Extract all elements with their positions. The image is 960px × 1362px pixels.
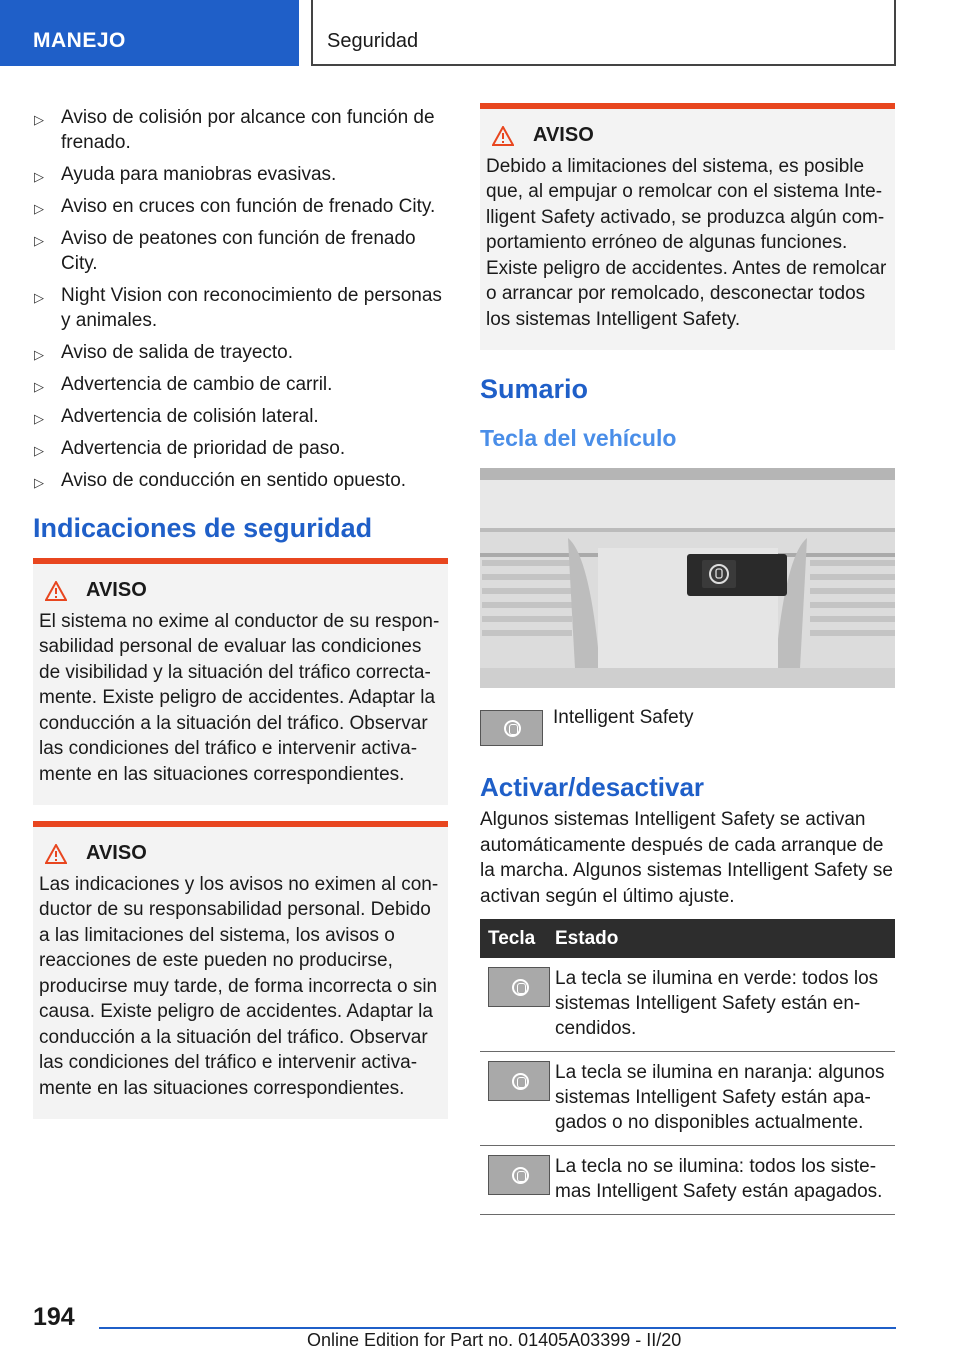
list-item: ▷ Aviso de salida de trayecto. <box>33 340 448 365</box>
intelligent-safety-key <box>480 710 543 746</box>
table-row <box>480 958 895 1052</box>
table-cell-state: La tecla se ilumina en naranja: algunos sistemas Intelligent Safety están apagados o no disponibles actualmente. <box>555 1052 895 1146</box>
bullet-triangle-icon: ▷ <box>34 169 44 184</box>
warning-text: Debido a limitaciones del sistema, es posible que, al empujar o remolcar con el sistema Intelligent Safety activado, se produzca algún comportamiento erróneo de algunas funciones. Existe peligro de accidentes. Antes de remolcar o arrancar por remolcado, desconectar todos los sistemas Intelligent Safety. <box>486 155 887 330</box>
intelligent-safety-icon <box>512 1167 529 1184</box>
intelligent-safety-icon <box>504 720 521 737</box>
footer-edition: Online Edition for Part no. 01405A03399 - II/20 <box>307 1330 682 1350</box>
intelligent-safety-icon <box>512 1073 529 1090</box>
list-item: ▷ Aviso de peatones con función de frenado City. <box>34 228 416 274</box>
warning-triangle-icon <box>492 126 514 146</box>
feature-list <box>33 105 448 493</box>
chapter-title: MANEJO <box>33 29 126 52</box>
table-header-state: Estado <box>555 919 895 958</box>
topic-title: Seguridad <box>327 30 419 52</box>
list-item: ▷ Night Vision con reconocimiento de personas y animales. <box>34 285 442 331</box>
key-legend <box>480 707 895 746</box>
warning-box <box>480 103 895 350</box>
list-item: ▷ Advertencia de colisión lateral. <box>33 404 448 429</box>
section-heading-activate: Activar/desactivar <box>480 772 705 802</box>
list-item: ▷ Advertencia de cambio de carril. <box>33 372 448 397</box>
topic-tab <box>311 0 896 66</box>
bullet-triangle-icon: ▷ <box>34 201 44 216</box>
vehicle-dashboard-image <box>480 468 895 688</box>
warning-text: El sistema no exime al conductor de su responsabilidad personal de evaluar las condiciones de visibilidad y la situación del tráfico correctamente. Existe peligro de accidentes. Adaptar la conducción a la situación del tráfico. Observar las condiciones del tráfico e intervenir activamente en las situaciones correspondientes. <box>39 610 440 785</box>
bullet-triangle-icon: ▷ <box>34 290 44 305</box>
table-header-key: Tecla <box>480 919 555 958</box>
key-legend-label: Intelligent Safety <box>553 707 694 728</box>
right-column <box>480 103 895 1215</box>
section-heading-sumario: Sumario <box>480 374 589 404</box>
table-cell-state: La tecla se ilumina en verde: todos los sistemas Intelligent Safety están encendidos. <box>555 958 895 1052</box>
bullet-triangle-icon: ▷ <box>34 347 44 362</box>
list-item: ▷ Aviso de colisión por alcance con función de frenado. <box>34 107 435 153</box>
warning-box <box>33 558 448 805</box>
bullet-triangle-icon: ▷ <box>34 233 44 248</box>
footer-divider <box>99 1327 896 1329</box>
list-item: ▷ Ayuda para maniobras evasivas. <box>33 162 448 187</box>
warning-title: AVISO <box>533 124 594 146</box>
bullet-triangle-icon: ▷ <box>34 475 44 490</box>
left-column <box>33 105 448 1119</box>
key-orange-state-image <box>488 1061 550 1101</box>
intelligent-safety-icon <box>512 979 529 996</box>
chapter-tab <box>0 0 299 66</box>
bullet-triangle-icon: ▷ <box>34 379 44 394</box>
bullet-triangle-icon: ▷ <box>34 443 44 458</box>
warning-title: AVISO <box>86 842 147 864</box>
subheading-vehicle-key: Tecla del vehículo <box>480 425 677 451</box>
table-row <box>480 1052 895 1146</box>
list-item: ▷ Aviso en cruces con función de frenado City. <box>33 194 448 219</box>
table-row <box>480 1146 895 1215</box>
list-item: ▷ Aviso de conducción en sentido opuesto. <box>33 468 448 493</box>
warning-box <box>33 821 448 1119</box>
section-heading-safety: Indicaciones de seguridad <box>33 513 373 543</box>
warning-text: Las indicaciones y los avisos no eximen al conductor de su responsabilidad personal. Debido a las limitaciones del sistema, los avisos o reacciones de este pueden no producirse, producirse muy tarde, de forma incorrecta o sin causa. Existe peligro de accidentes. Adaptar la conducción a la situación del tráfico. Observar las condiciones del tráfico e intervenir activamente en las situaciones correspondientes. <box>39 873 439 1099</box>
table-cell-state: La tecla no se ilumina: todos los sistemas Intelligent Safety están apagados. <box>555 1146 895 1215</box>
key-state-table <box>480 919 895 1215</box>
key-off-state-image <box>488 1155 550 1195</box>
key-green-state-image <box>488 967 550 1007</box>
bullet-triangle-icon: ▷ <box>34 411 44 426</box>
activate-paragraph: Algunos sistemas Intelligent Safety se activan automáticamente después de cada arranque de la marcha. Algunos sistemas Intelligent Safety se activan según el último ajuste. <box>480 809 893 907</box>
warning-triangle-icon <box>45 581 67 601</box>
bullet-triangle-icon: ▷ <box>34 112 44 127</box>
warning-title: AVISO <box>86 579 147 601</box>
list-item: ▷ Advertencia de prioridad de paso. <box>33 436 448 461</box>
warning-triangle-icon <box>45 844 67 864</box>
page-number: 194 <box>33 1303 75 1331</box>
